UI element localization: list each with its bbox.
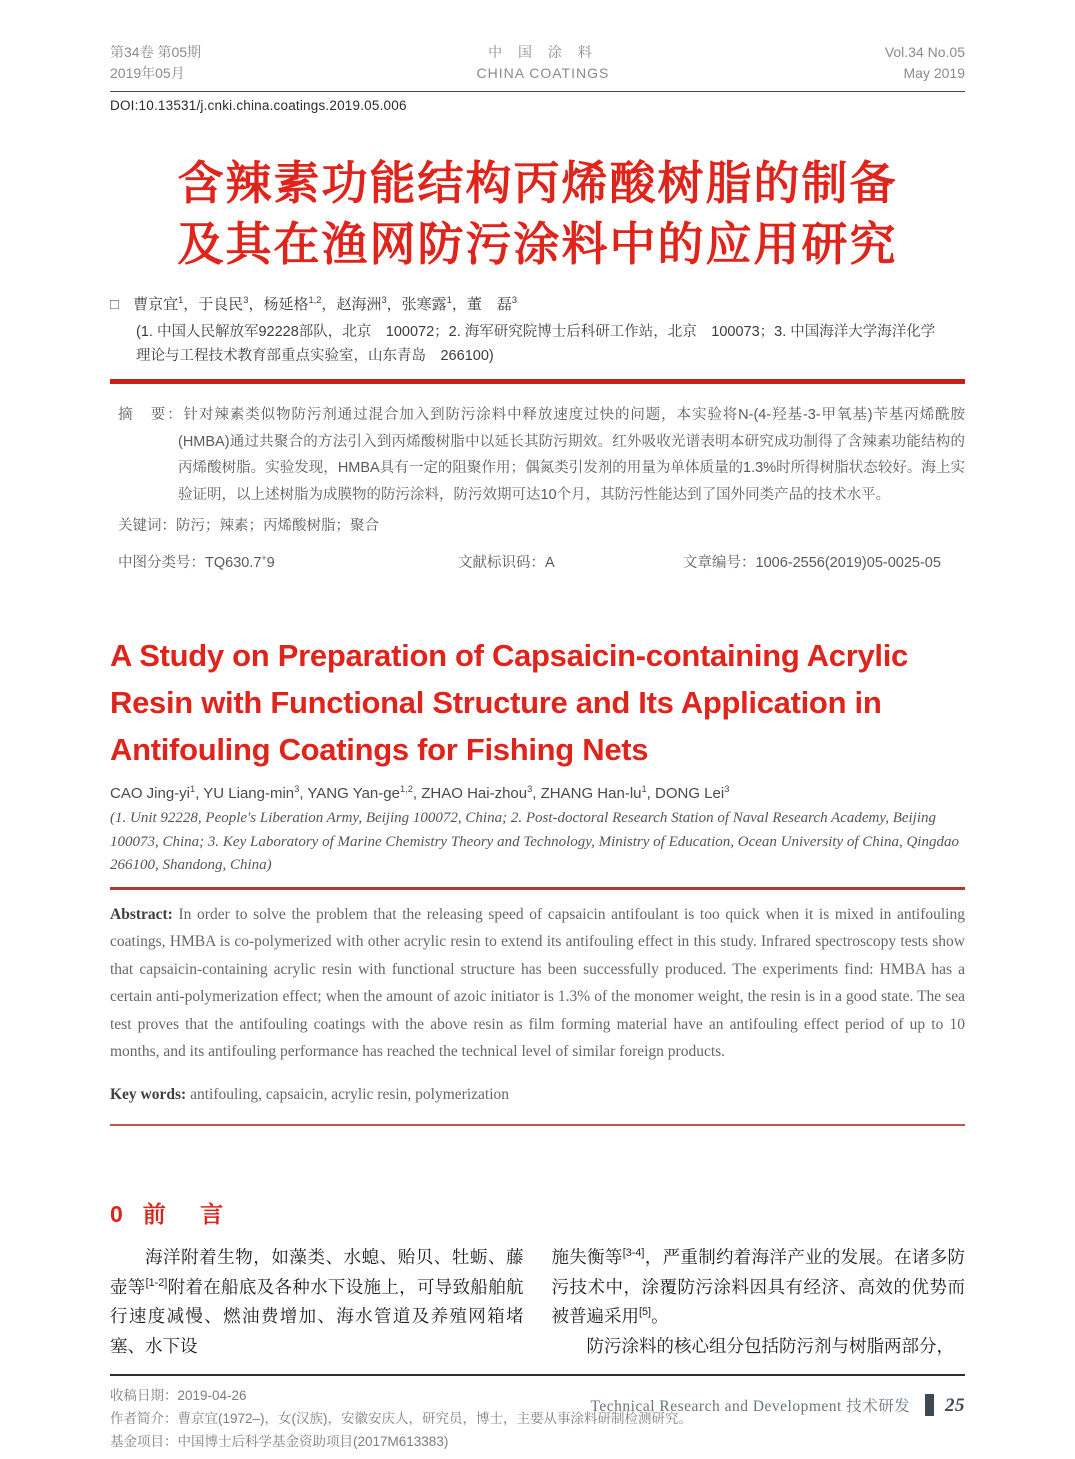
- footnote-text: 2019-04-26: [177, 1388, 247, 1403]
- author-sep: ，: [248, 296, 264, 313]
- doc-code-label: 文献标识码：: [458, 555, 545, 571]
- author-cn: [336, 296, 401, 313]
- red-rule-thin: [110, 1124, 965, 1126]
- author-sup: 3: [724, 784, 730, 794]
- author-name: 赵海洲: [336, 296, 382, 313]
- author-sep: ，: [183, 296, 199, 313]
- clc-label: 中图分类号：: [118, 555, 205, 571]
- footer-section-en: Technical Research and Development: [590, 1398, 842, 1415]
- footer-bar-icon: [925, 1394, 934, 1416]
- header-divider: [110, 91, 965, 92]
- author-name: 曹京宜: [133, 296, 179, 313]
- keywords-en: [110, 1081, 965, 1109]
- journal-title-cn: 中 国 涂 料: [488, 44, 598, 60]
- article-title-en: [110, 632, 965, 773]
- article-id-value: 1006-2556(2019)05-0025-05: [755, 555, 941, 571]
- intro-columns: [110, 1243, 965, 1361]
- affiliation-en: (1. Unit 92228, People's Liberation Army, Beijing 100072, China; 2. Post-doctoral Research Station of Naval Research Academy, Beijing 100073, China; 3. Key Laboratory of Marine Chemistry Theory and Technology, Ministry of Education, Ocean University of China, Qingdao 266100, Shandong, China): [110, 810, 959, 873]
- affiliation-cn-line1: (1. 中国人民解放军92228部队，北京 100072；2. 海军研究院博士后科研工作站，北京 100073；3. 中国海洋大学海洋化学: [136, 324, 936, 340]
- journal-header: [110, 42, 965, 84]
- abstract-en-text: In order to solve the problem that the releasing speed of capsaicin antifoulant is too quick when it is mixed in antifouling coatings, HMBA is co-polymerized with other acrylic resin to extend its antifouling effect in this study. Infrared spectroscopy tests show that capsaicin-containing acrylic resin with functional structure has been successfully produced. The experiments find: HMBA has a certain anti-polymerization effect; when the amount of azoic initiator is 1.3% of the monomer weight, the resin is in a good state. The sea test proves that the antifouling coatings with the above resin as film forming material have an antifouling effect period of up to 10 months, and its antifouling performance has reached the technical level of similar foreign products.: [110, 905, 965, 1060]
- intro-text: 。: [651, 1306, 669, 1326]
- page-footer: [591, 1394, 965, 1417]
- author-name: 董 磊: [466, 296, 512, 313]
- article-title-cn-line1: 含辣素功能结构丙烯酸树脂的制备: [177, 157, 898, 209]
- abstract-cn: [118, 402, 965, 508]
- author-cn: [467, 296, 517, 313]
- author-sep: ，: [451, 296, 467, 313]
- author-sup: 1,2: [308, 295, 322, 305]
- intro-text: 施失衡等: [551, 1247, 623, 1267]
- keywords-cn: [118, 514, 965, 535]
- intro-paragraph-1: [110, 1243, 524, 1361]
- author-sep: ，: [321, 296, 337, 313]
- intro-column-right: [552, 1243, 966, 1361]
- classification-row: [118, 551, 965, 572]
- keywords-cn-label: 关键词：: [118, 518, 176, 534]
- author-name: DONG Lei: [655, 785, 725, 802]
- author-sup: 3: [381, 295, 387, 305]
- date-line-cn: 2019年05月: [110, 65, 185, 81]
- volume-issue-en: [885, 42, 965, 84]
- citation-ref: [3-4]: [622, 1247, 645, 1260]
- author-cn: [133, 296, 198, 313]
- intro-paragraph-2: [552, 1332, 966, 1362]
- article-id-label: 文章编号：: [683, 555, 756, 571]
- keywords-cn-text: 防污；辣素；丙烯酸树脂；聚合: [176, 518, 379, 534]
- author-name: ZHANG Han-lu: [540, 785, 642, 802]
- author-en: [110, 785, 203, 802]
- clc-sup: +: [261, 553, 267, 564]
- journal-title-en: CHINA COATINGS: [476, 65, 610, 81]
- intro-paragraph-1-cont: [552, 1243, 966, 1332]
- intro-text: 附着在船底及各种水下设施上，可导致船舶航行速度减慢、燃油费增加、海水管道及养殖网箱堵塞、水下设: [110, 1276, 524, 1356]
- author-sep: ,: [195, 785, 204, 802]
- intro-column-left: [110, 1243, 524, 1361]
- volume-issue-cn: [110, 42, 201, 84]
- author-sep: ,: [532, 785, 541, 802]
- keywords-en-label: Key words:: [110, 1086, 187, 1103]
- doi-line: DOI:10.13531/j.cnki.china.coatings.2019.05.006: [110, 98, 407, 113]
- intro-text: 防污涂料的核心组分包括防污剂与树脂两部分，: [586, 1335, 954, 1356]
- affiliation-cn-line2: 理论与工程技术教育部重点实验室，山东青岛 266100): [136, 348, 494, 364]
- author-sup: 3: [511, 295, 518, 305]
- footnote-label: 作者简介：: [110, 1411, 178, 1426]
- author-en: [203, 785, 307, 802]
- citation-ref: [1-2]: [145, 1276, 168, 1289]
- author-sep: ,: [412, 785, 422, 802]
- author-en: [541, 785, 655, 802]
- author-name: 张寒露: [401, 296, 447, 313]
- affiliation-cn: [136, 320, 965, 368]
- clc-tail: 9: [266, 555, 275, 571]
- volume-line-en: Vol.34 No.05: [884, 44, 965, 60]
- document-code: [458, 551, 683, 572]
- intro-text: 海洋附着生物，如藻类、水螅、贻贝、牡蛎、藤壶等: [110, 1247, 524, 1297]
- section-heading-intro: [110, 1196, 965, 1229]
- journal-title: [477, 42, 610, 84]
- author-cn: [198, 296, 263, 313]
- author-name: CAO Jing-yi: [110, 785, 191, 802]
- doc-code-value: A: [545, 555, 555, 571]
- clc-value: TQ630.7: [205, 555, 262, 571]
- section-title: 前 言: [142, 1201, 238, 1227]
- footnote-divider: [110, 1374, 965, 1376]
- author-list-en: [110, 785, 965, 802]
- author-name: ZHAO Hai-zhou: [421, 785, 528, 802]
- article-title-en-line2: Resin with Functional Structure and Its Application in: [110, 685, 882, 720]
- citation-ref: [5]: [639, 1306, 652, 1319]
- article-id: [683, 551, 941, 572]
- clc-number: [118, 551, 458, 572]
- author-sup: 3: [527, 784, 533, 794]
- author-name: YANG Yan-ge: [307, 785, 400, 802]
- fund-project: [110, 1430, 965, 1453]
- author-name: 杨延格: [263, 296, 309, 313]
- footer-section-cn: 技术研发: [846, 1398, 911, 1415]
- article-title-cn-line2: 及其在渔网防污涂料中的应用研究: [177, 218, 898, 270]
- footnote-text: 曹京宜(1972–)，女(汉族)，安徽安庆人，研究员，博士，主要从事涂料研制检测研究。: [177, 1411, 693, 1426]
- author-sup: 3: [294, 784, 300, 794]
- intro-text: ，严重制约着海洋产业的发展。在诸多防污技术中，涂覆防污涂料因具有经济、高效的优势而被普遍采用: [551, 1247, 966, 1326]
- red-rule-mid: [110, 887, 965, 890]
- red-rule-thick: [110, 379, 965, 384]
- author-en: [421, 785, 540, 802]
- abstract-en: [110, 901, 965, 1066]
- author-cn: [263, 296, 336, 313]
- author-sup: 1: [190, 784, 196, 794]
- author-sup: 1: [641, 784, 647, 794]
- author-marker-square: □: [110, 296, 120, 313]
- abstract-cn-label: 摘 要：: [118, 407, 184, 423]
- footnote-label: 收稿日期：: [110, 1388, 178, 1403]
- footnote-label: 基金项目：: [110, 1434, 178, 1449]
- author-en: [307, 785, 421, 802]
- article-title-en-line3: Antifouling Coatings for Fishing Nets: [110, 732, 649, 767]
- author-sup: 1: [178, 295, 184, 305]
- abstract-cn-text: 针对辣素类似物防污剂通过混合加入到防污涂料中释放速度过快的问题，本实验将N-(4-羟基-3-甲氧基)苄基丙烯酰胺(HMBA)通过共聚合的方法引入到丙烯酸树脂中以延长其防污期效。红外吸收光谱表明本研究成功制得了含辣素功能结构的丙烯酸树脂。实验发现，HMBA具有一定的阻聚作用；偶氮类引发剂的用量为单体质量的1.3%时所得树脂状态较好。海上实验证明，以上述树脂为成膜物的防污涂料，防污效期可达10个月，其防污性能达到了国外同类产品的技术水平。: [178, 407, 965, 503]
- abstract-en-label: Abstract:: [110, 905, 173, 923]
- keywords-en-text: antifouling, capsaicin, acrylic resin, polymerization: [186, 1086, 510, 1103]
- article-title-cn: [110, 153, 965, 275]
- footnote-text: 中国博士后科学基金资助项目(2017M613383): [177, 1434, 449, 1449]
- volume-line-cn: 第34卷 第05期: [110, 44, 202, 60]
- author-sup: 1,2: [399, 784, 413, 794]
- author-name: YU Liang-min: [203, 785, 295, 802]
- article-title-en-line1: A Study on Preparation of Capsaicin-containing Acrylic: [110, 638, 908, 673]
- author-list-cn: [110, 293, 965, 314]
- author-sep: ，: [386, 296, 402, 313]
- author-sup: 3: [243, 295, 249, 305]
- page-number: 25: [945, 1395, 965, 1416]
- date-line-en: May 2019: [903, 65, 965, 81]
- author-sep: ,: [299, 785, 308, 802]
- author-en: [655, 785, 729, 802]
- author-name: 于良民: [198, 296, 244, 313]
- author-sup: 1: [446, 295, 452, 305]
- section-number: 0: [110, 1201, 125, 1227]
- author-cn: [402, 296, 467, 313]
- author-sep: ,: [646, 785, 656, 802]
